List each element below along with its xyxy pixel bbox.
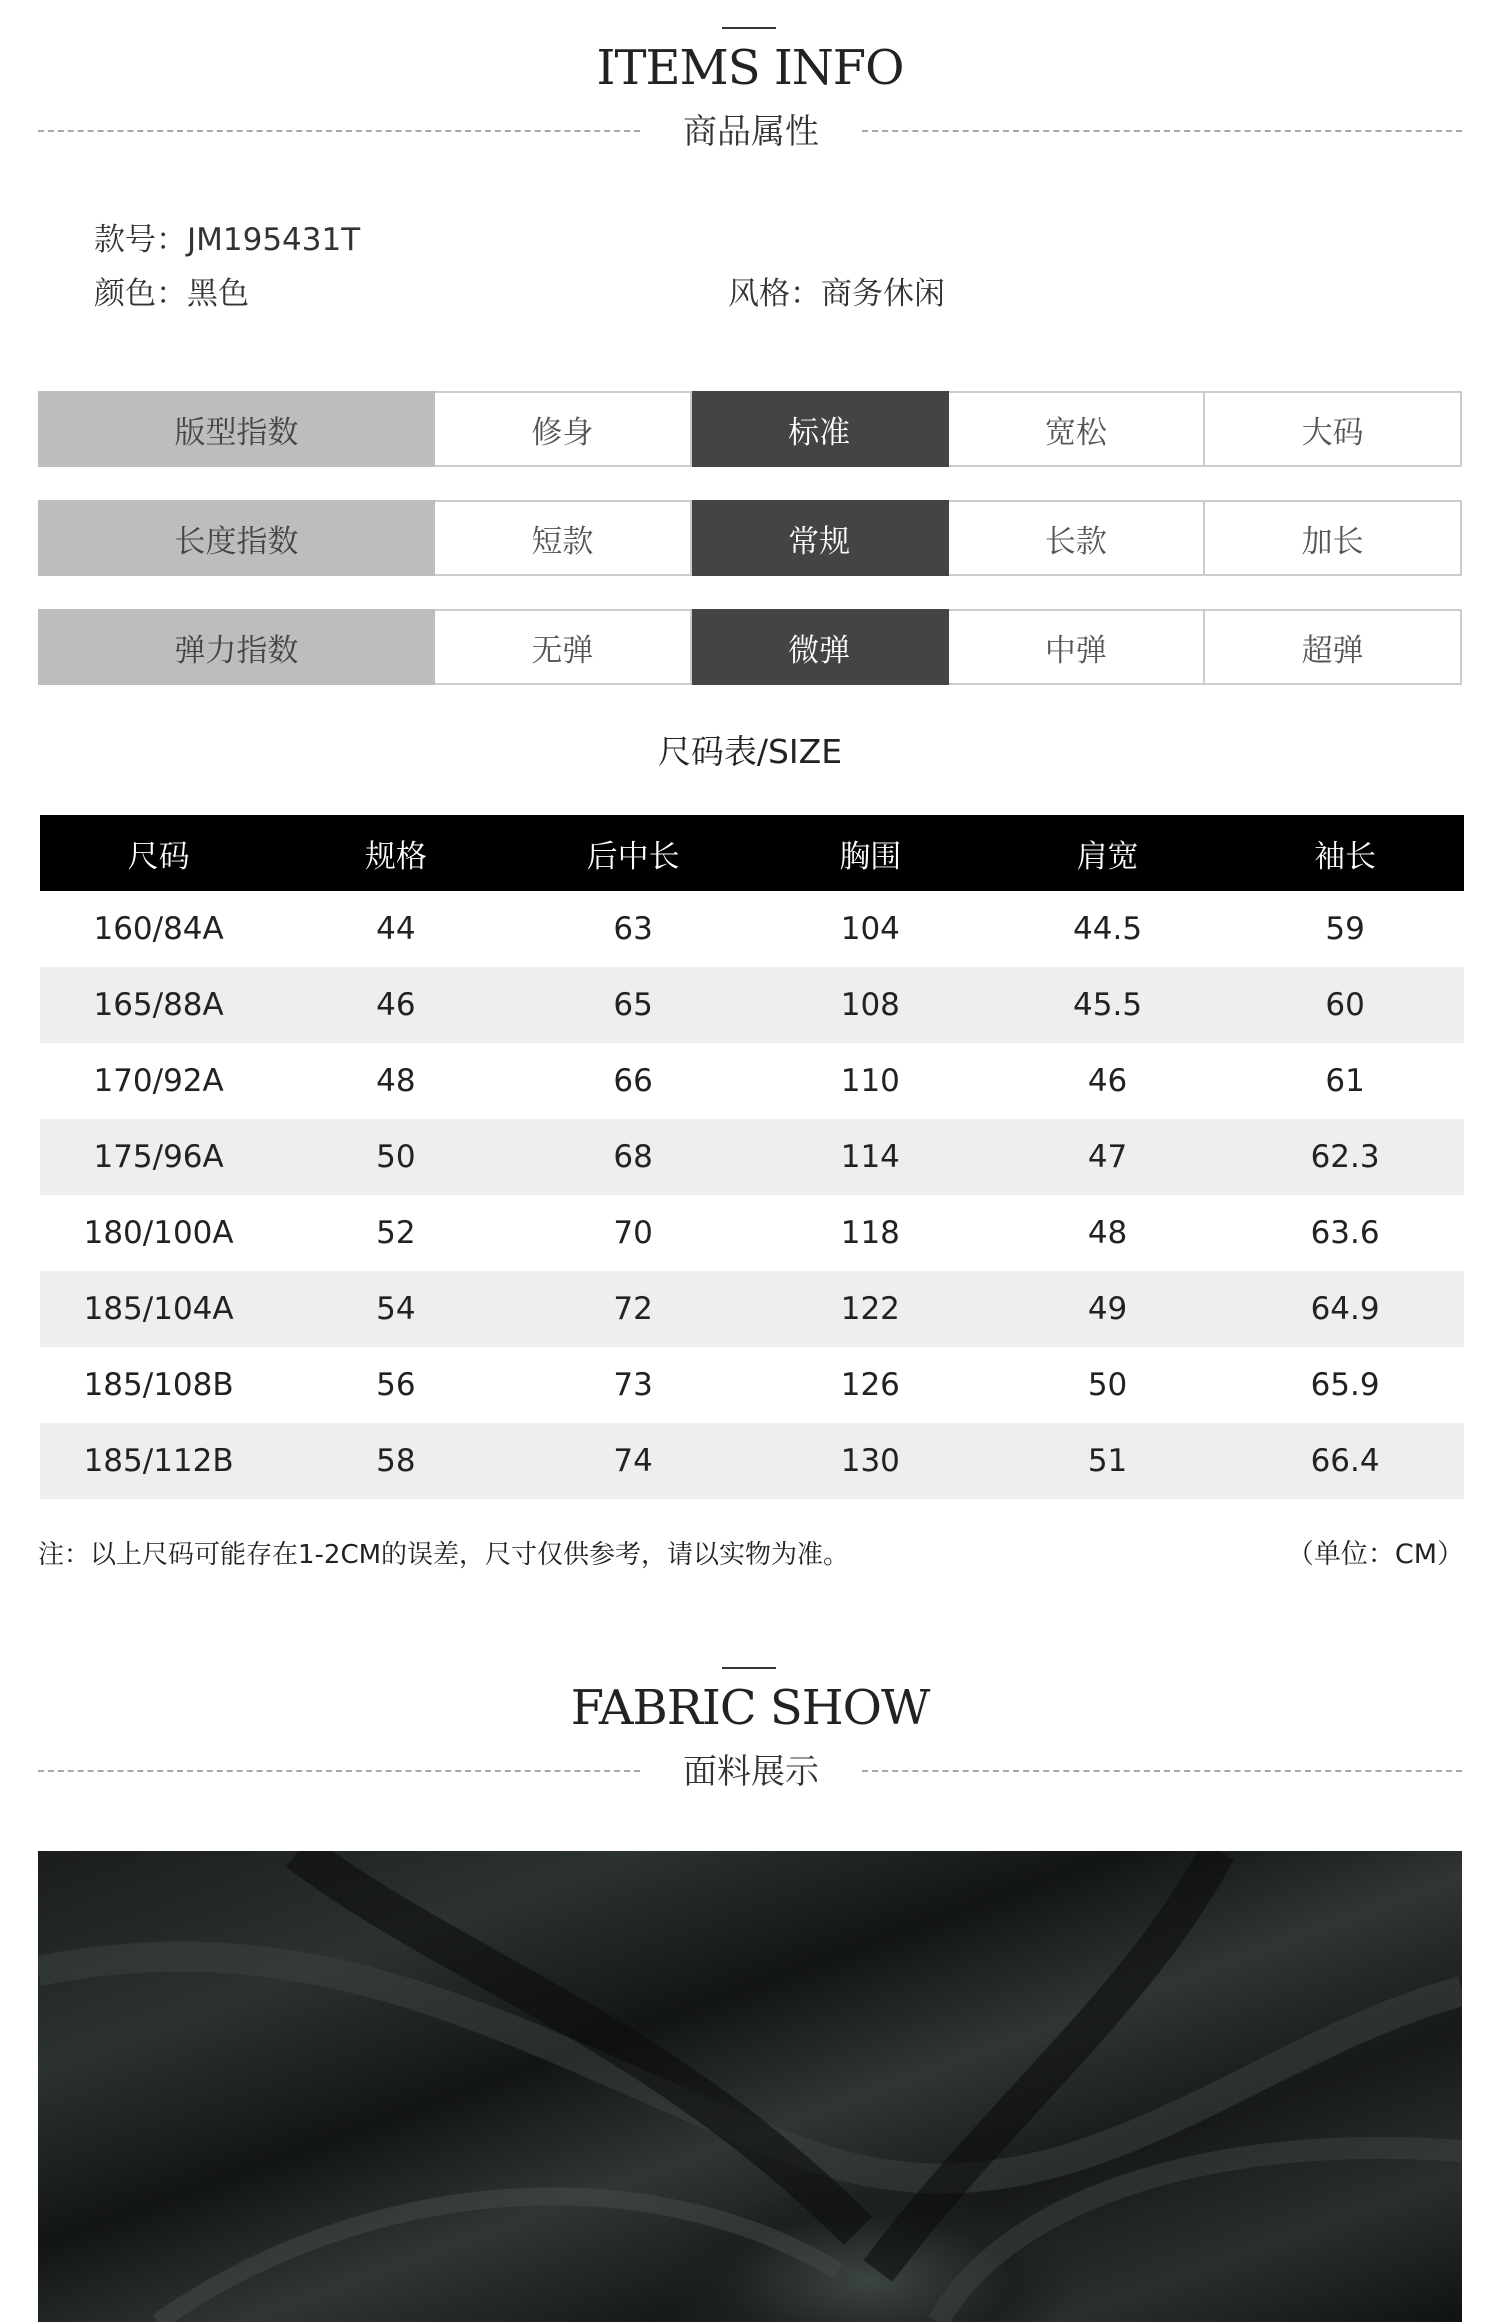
- table-row: [40, 1347, 1464, 1423]
- size-chart-title: 尺码表/SIZE: [657, 732, 843, 771]
- divider-right: [862, 1770, 1462, 1772]
- index-row: [38, 609, 1462, 685]
- size-column-header: 袖长: [1226, 815, 1464, 891]
- divider-left: [38, 1770, 640, 1772]
- fabric-show-title-cn: 面料展示: [683, 1752, 819, 1792]
- table-row: [40, 1423, 1464, 1499]
- index-row: [38, 500, 1462, 576]
- index-option: 加长: [1205, 500, 1462, 576]
- table-cell: 126: [840, 1367, 900, 1403]
- table-cell: 48: [376, 1063, 416, 1099]
- table-cell: 74: [514, 1423, 751, 1499]
- table-cell: 130: [752, 1423, 989, 1499]
- table-cell: 68: [514, 1119, 751, 1195]
- size-note: 注：以上尺码可能存在1-2CM的误差，尺寸仅供参考，请以实物为准。: [38, 1540, 850, 1570]
- table-cell: 66.4: [1226, 1423, 1464, 1499]
- table-cell: 46: [277, 967, 514, 1043]
- unit-note: （单位：CM）: [1286, 1539, 1464, 1570]
- table-cell: 65.9: [1310, 1367, 1380, 1403]
- index-option: 常规: [692, 500, 949, 576]
- table-cell: 50: [1087, 1367, 1128, 1403]
- table-cell: 64.9: [1226, 1271, 1464, 1347]
- table-row: [40, 1119, 1464, 1195]
- table-cell: 118: [840, 1215, 900, 1251]
- title-bar: [722, 1667, 776, 1669]
- size-table: [40, 815, 1464, 1499]
- index-option: 长款: [949, 500, 1206, 576]
- table-cell: 63.6: [1310, 1215, 1380, 1251]
- index-label: 弹力指数: [38, 609, 435, 685]
- table-row: [40, 1271, 1464, 1347]
- table-cell: 48: [1087, 1215, 1128, 1251]
- table-cell: 45.5: [989, 967, 1226, 1043]
- table-row: [40, 1195, 1464, 1271]
- table-cell: 66: [613, 1063, 653, 1099]
- table-cell: 175/96A: [40, 1119, 277, 1195]
- table-row: [40, 1043, 1464, 1119]
- table-cell: 61: [1325, 1063, 1365, 1099]
- table-cell: 185/108B: [83, 1367, 234, 1403]
- items-info-title-en: ITEMS INFO: [596, 40, 904, 96]
- table-cell: 114: [752, 1119, 989, 1195]
- divider-right: [862, 130, 1462, 132]
- table-cell: 52: [376, 1215, 416, 1251]
- index-option: 短款: [435, 500, 692, 576]
- table-cell: 56: [376, 1367, 416, 1403]
- table-cell: 108: [752, 967, 989, 1043]
- table-cell: 70: [613, 1215, 653, 1251]
- table-cell: 51: [989, 1423, 1226, 1499]
- index-option: 无弹: [435, 609, 692, 685]
- style-attribute: 风格：商务休闲: [728, 276, 945, 312]
- title-bar: [722, 27, 776, 29]
- fabric-folds: [38, 1851, 1462, 2322]
- table-cell: 72: [514, 1271, 751, 1347]
- table-cell: 60: [1226, 967, 1464, 1043]
- color-attribute: 颜色：黑色: [94, 276, 249, 312]
- table-cell: 47: [989, 1119, 1226, 1195]
- table-cell: 110: [840, 1063, 900, 1099]
- table-cell: 63: [613, 911, 653, 947]
- divider-left: [38, 130, 640, 132]
- index-option: 超弹: [1205, 609, 1462, 685]
- fabric-photo: [38, 1851, 1462, 2322]
- index-option: 大码: [1205, 391, 1462, 467]
- size-table-header: [40, 815, 1464, 891]
- table-cell: 44: [376, 911, 416, 947]
- size-column-header: 肩宽: [989, 815, 1226, 891]
- index-label: 版型指数: [38, 391, 435, 467]
- table-cell: 165/88A: [40, 967, 277, 1043]
- table-cell: 65: [514, 967, 751, 1043]
- table-cell: 122: [752, 1271, 989, 1347]
- table-cell: 104: [840, 911, 900, 947]
- index-option: 微弹: [692, 609, 949, 685]
- table-cell: 185/112B: [40, 1423, 277, 1499]
- index-label: 长度指数: [38, 500, 435, 576]
- index-option: 标准: [692, 391, 949, 467]
- index-row: [38, 391, 1462, 467]
- table-cell: 49: [989, 1271, 1226, 1347]
- table-row: [40, 891, 1464, 967]
- table-cell: 50: [277, 1119, 514, 1195]
- index-option: 中弹: [949, 609, 1206, 685]
- index-option: 宽松: [949, 391, 1206, 467]
- fabric-show-title-en: FABRIC SHOW: [570, 1680, 930, 1736]
- table-cell: 170/92A: [93, 1063, 224, 1099]
- table-cell: 62.3: [1226, 1119, 1464, 1195]
- table-cell: 160/84A: [93, 911, 224, 947]
- table-row: [40, 967, 1464, 1043]
- table-cell: 59: [1325, 911, 1365, 947]
- style-number: 款号：JM195431T: [94, 222, 361, 258]
- table-cell: 54: [277, 1271, 514, 1347]
- items-info-title-cn: 商品属性: [683, 112, 819, 152]
- size-column-header: 胸围: [752, 815, 989, 891]
- table-cell: 180/100A: [83, 1215, 234, 1251]
- table-cell: 73: [613, 1367, 653, 1403]
- table-cell: 185/104A: [40, 1271, 277, 1347]
- size-column-header: 尺码: [40, 815, 277, 891]
- table-cell: 58: [277, 1423, 514, 1499]
- index-option: 修身: [435, 391, 692, 467]
- table-cell: 44.5: [1073, 911, 1143, 947]
- size-column-header: 规格: [277, 815, 514, 891]
- table-cell: 46: [1087, 1063, 1128, 1099]
- size-column-header: 后中长: [514, 815, 751, 891]
